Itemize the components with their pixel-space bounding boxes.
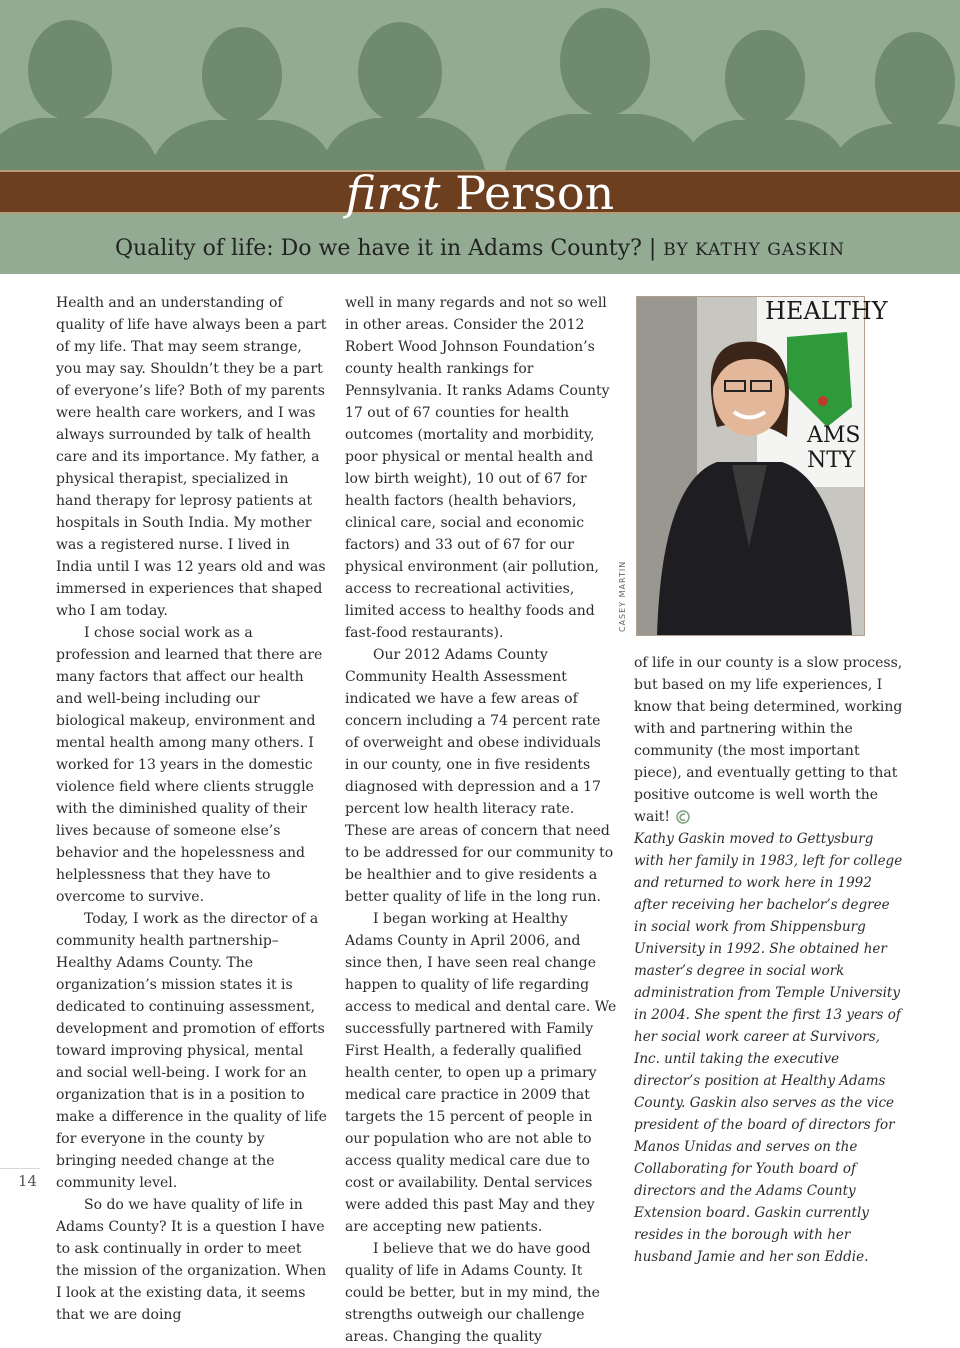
separator: | bbox=[648, 236, 657, 261]
sign-text: HEALTHY bbox=[765, 297, 888, 325]
svg-text:AMS: AMS bbox=[807, 423, 861, 448]
article-column-1 bbox=[56, 292, 328, 1326]
author-bio: Kathy Gaskin moved to Gettysburg with her family in 1983, left for college and returned to work here in 1992 after receiving her bachelor’s degree in social work from Shippensburg University in 1992. She obtained her master’s degree in social work administration from Temple University in 2004. She spent the first 13 years of her social work career at Survivors, Inc. until taking the executive director’s position at Healthy Adams County. Gaskin also serves as the vice president of the board of directors for Manos Unidas and serves on the Collaborating for Youth board of directors and the Adams County Extension board. Gaskin currently resides in the borough with her husband Jamie and her son Eddie. bbox=[634, 831, 903, 1265]
paragraph: Our 2012 Adams County Community Health Assessment indicated we have a few areas of concern including a 74 percent rate of overweight and obese individuals in our county, one in five residents diagnosed with depression and a 17 percent low health literacy rate. These are areas of concern that need to be addressed for our community to be healthier and to give residents a better quality of life in the long run. bbox=[345, 647, 614, 905]
paragraph bbox=[634, 652, 906, 828]
page-title bbox=[0, 158, 960, 228]
paragraph: I began working at Healthy Adams County in April 2006, and since then, I have seen real change happen to quality of life regarding access to medical and dental care. We successfully partnered with Family First Health, a federally qualified health center, to open up a primary medical care practice in 2009 that targets the 15 percent of people in our population who are not able to access quality medical care due to cost or availability. Dental services were added this past May and they are accepting new patients. bbox=[345, 911, 617, 1235]
title-italic: first bbox=[345, 166, 441, 220]
paragraph: well in many regards and not so well in other areas. Consider the 2012 Robert Wood Johnson Foundation’s county health rankings for Pennsylvania. It ranks Adams County 17 out of 67 counties for health outcomes (mortality and morbidity, poor physical or mental health and low birth weight), 10 out of 67 for health factors (health behaviors, clinical care, social and economic factors) and 33 out of 67 for our physical environment (air pollution, access to recreational activities, limited access to healthy foods and fast-food restaurants). bbox=[345, 295, 610, 641]
article-column-3 bbox=[634, 652, 906, 828]
header-banner bbox=[0, 0, 960, 274]
page-divider bbox=[0, 1168, 40, 1169]
page-number: 14 bbox=[18, 1172, 38, 1190]
article-subtitle bbox=[0, 234, 960, 265]
byline: BY KATHY GASKIN bbox=[663, 240, 846, 260]
title-rest: Person bbox=[455, 166, 615, 220]
paragraph: So do we have quality of life in Adams County? It is a question I have to ask continually in order to meet the mission of the organization. When I look at the existing data, it seems that we are doing bbox=[56, 1197, 327, 1323]
paragraph: I believe that we do have good quality of life in Adams County. It could be better, but in my mind, the strengths outweigh our challenge areas. Changing the quality bbox=[345, 1241, 600, 1345]
closing-text: of life in our county is a slow process, but based on my life experiences, I know that being determined, working with and partnering within the community (the most important piece), and eventually getting to that positive outcome is well worth the wait! bbox=[634, 655, 903, 825]
photo-credit: CASEY MARTIN bbox=[618, 560, 627, 632]
paragraph: Today, I work as the director of a community health partnership–Healthy Adams County. The organization’s mission states it is dedicated to continuing assessment, development and promotion of efforts toward improving physical, mental and social well-being. I work for an organization that is in a position to make a difference in the quality of life for everyone in the county by bringing needed change at the community level. bbox=[56, 911, 327, 1191]
svg-text:NTY: NTY bbox=[807, 448, 856, 473]
article-column-2 bbox=[345, 292, 617, 1348]
paragraph: I chose social work as a profession and learned that there are many factors that affect our health and well-being including our biological makeup, environment and mental health among many others. I worked for 13 years in the domestic violence field where clients struggle with the diminished quality of their lives because of someone else’s behavior and the hopelessness and helplessness that they have to overcome to survive. bbox=[56, 625, 323, 905]
headline: Quality of life: Do we have it in Adams County? bbox=[114, 236, 642, 261]
portrait-illustration bbox=[637, 297, 888, 635]
end-mark-icon bbox=[676, 810, 690, 824]
silhouettes-illustration bbox=[0, 0, 960, 170]
author-photo bbox=[636, 296, 888, 636]
paragraph: Health and an understanding of quality of life have always been a part of my life. That may seem strange, you may say. Shouldn’t they be a part of everyone’s life? Both of my parents were health care workers, and I was always surrounded by talk of health care and its importance. My father, a physical therapist, specialized in hand therapy for leprosy patients at hospitals in South India. My mother was a registered nurse. I lived in India until I was 12 years old and was immersed in experiences that shaped who I am today. bbox=[56, 295, 327, 619]
